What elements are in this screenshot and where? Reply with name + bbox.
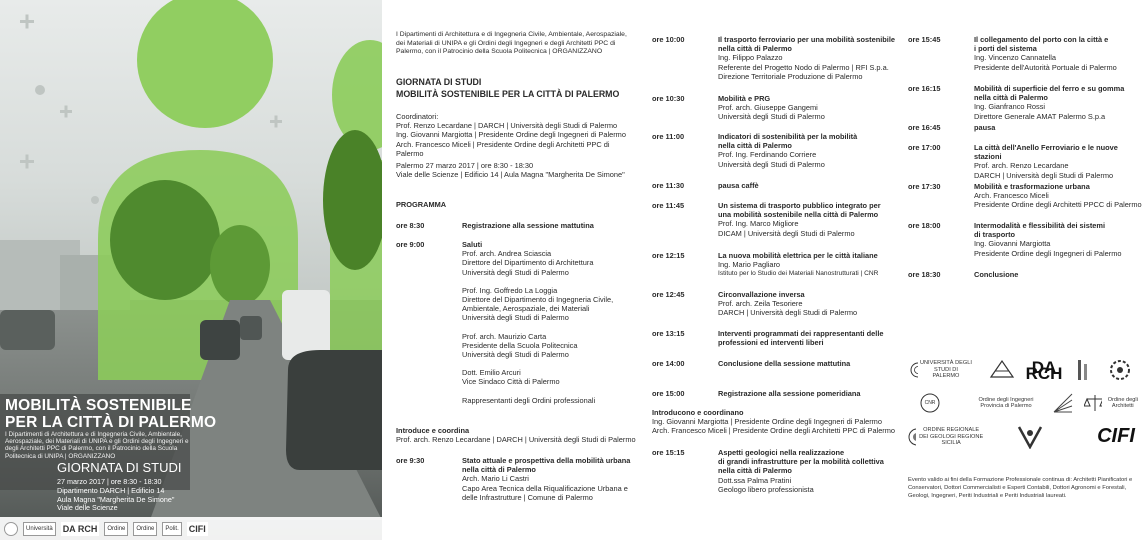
entry-line: Ing. Vincenzo Cannatella bbox=[974, 53, 1057, 63]
engineer-emblem-icon bbox=[987, 357, 1017, 383]
introducono-line: Arch. Francesco Miceli | Presidente Ordine degli Architetti PPC di Palermo bbox=[652, 426, 896, 436]
entry-line: Ing. Giovanni Margiotta bbox=[974, 239, 1051, 249]
coordinators-label: Coordinatori: bbox=[396, 112, 439, 121]
fan-logo bbox=[1050, 389, 1076, 417]
entry-line: delle Infrastrutture | Comune di Palermo bbox=[462, 492, 593, 502]
entry-line: Prof. Ing. Goffredo La Loggia bbox=[462, 285, 558, 295]
fan-lines-icon bbox=[1052, 392, 1074, 414]
cnr-logo bbox=[910, 389, 950, 417]
entry-line: Arch. Mario Li Castri bbox=[462, 474, 529, 484]
entry-line: Dott.ssa Palma Pratini bbox=[718, 475, 792, 485]
scales-icon bbox=[1084, 393, 1102, 413]
entry-title: Mobilità e PRG bbox=[718, 94, 771, 103]
entry-title: nella città di Palermo bbox=[974, 93, 1048, 103]
event-title: MOBILITÀ SOSTENIBILE PER LA CITTÀ DI PALERMO bbox=[396, 89, 620, 99]
entry-line: Capo Area Tecnica della Riqualificazione Urbana e bbox=[462, 483, 628, 493]
entry-time: ore 17:00 bbox=[908, 143, 941, 152]
entry-line: Ambientale, Aerospaziale, dei Materiali bbox=[462, 304, 590, 314]
entry-title: di grandi infrastrutture per la mobilità collettiva bbox=[718, 457, 884, 467]
introducono-line: Ing. Giovanni Margiotta | Presidente Ordine degli Ingegneri di Palermo bbox=[652, 417, 882, 427]
entry-line: Università degli Studi di Palermo bbox=[718, 112, 825, 122]
entry-line: Prof. arch. Renzo Lecardane bbox=[974, 161, 1069, 171]
entry-time: ore 13:15 bbox=[652, 329, 685, 338]
entry-time: ore 11:30 bbox=[652, 181, 685, 190]
program-column-3 bbox=[908, 0, 1147, 540]
program-heading: PROGRAMMA bbox=[396, 200, 447, 209]
cover-logo: Ordine bbox=[104, 522, 128, 536]
vertical-bars-icon bbox=[1077, 358, 1089, 382]
car bbox=[200, 320, 240, 360]
introducono-block bbox=[652, 408, 900, 436]
geologi-seal-icon bbox=[908, 428, 916, 446]
car bbox=[240, 316, 262, 340]
cover-details bbox=[57, 478, 174, 513]
entry-title: Registrazione alla sessione pomeridiana bbox=[718, 389, 861, 398]
entry-line: Arch. Francesco Miceli bbox=[974, 191, 1049, 201]
cover-street: Viale delle Scienze bbox=[57, 503, 118, 513]
green-circle bbox=[137, 0, 273, 128]
gear-icon bbox=[1107, 357, 1133, 383]
entry-line: Prof. Ing. Marco Migliore bbox=[718, 219, 799, 229]
program-column-2 bbox=[652, 0, 900, 540]
spacer bbox=[462, 359, 642, 368]
entry-title: Indicatori di sostenibilità per la mobilità bbox=[718, 132, 858, 141]
entry-title: Conclusione bbox=[974, 270, 1019, 279]
entry-time: ore 11:45 bbox=[652, 201, 685, 210]
darch-logo: DA RCH bbox=[1025, 357, 1063, 383]
entry-title: La città dell'Anello Ferroviario e le nuove stazioni bbox=[974, 143, 1118, 162]
entry-title: pausa bbox=[974, 123, 996, 132]
entry-time: ore 12:15 bbox=[652, 251, 685, 260]
compass-icon bbox=[1016, 423, 1044, 449]
vertical-logo bbox=[1070, 357, 1096, 383]
cover-giornata: GIORNATA DI STUDI bbox=[57, 460, 182, 475]
entry-title: Circonvallazione inversa bbox=[718, 290, 805, 299]
spacer bbox=[462, 323, 642, 332]
unipa-seal-icon bbox=[910, 362, 918, 378]
entry-time: ore 9:30 bbox=[396, 456, 425, 465]
tree bbox=[110, 180, 220, 300]
car-foreground bbox=[286, 350, 382, 470]
entry-line: Prof. arch. Zeila Tesoriere bbox=[718, 299, 803, 309]
entry-title: nella città di Palermo bbox=[718, 466, 792, 476]
entry-time: ore 18:30 bbox=[908, 270, 941, 279]
entry-title: nella città di Palermo bbox=[462, 465, 536, 475]
cover-title-line2: PER LA CITTÀ DI PALERMO bbox=[5, 414, 217, 431]
entry-time: ore 16:45 bbox=[908, 123, 941, 132]
compass-logo bbox=[1012, 422, 1048, 450]
introduce-line: Prof. arch. Renzo Lecardane | DARCH | Università degli Studi di Palermo bbox=[396, 435, 636, 445]
entry-title: Mobilità di superficie del ferro e su gomma bbox=[974, 84, 1125, 93]
cover-department: Dipartimento DARCH | Edificio 14 bbox=[57, 485, 165, 495]
entry-line: Ing. Mario Pagliaro bbox=[718, 260, 781, 270]
cnr-logo-text: CNR bbox=[924, 399, 936, 406]
entry-line: Presidente Ordine degli Architetti PPCC di Palermo bbox=[974, 200, 1142, 210]
coordinator-line: Arch. Francesco Miceli | Presidente Ordine degli Architetti PPC di Palermo bbox=[396, 139, 610, 158]
entry-line: Direttore del Dipartimento di Ingegneria Civile, bbox=[462, 295, 614, 305]
entry-line: Presidente Ordine degli Ingegneri di Palermo bbox=[974, 248, 1122, 258]
spacer bbox=[462, 277, 642, 286]
entry-line: Geologo libero professionista bbox=[718, 484, 814, 494]
spacer bbox=[462, 387, 642, 396]
entry-line: Prof. arch. Giuseppe Gangemi bbox=[718, 103, 818, 113]
entry-line: DARCH | Università degli Studi di Palermo bbox=[974, 170, 1114, 180]
entry-line: Presidente della Scuola Politecnica bbox=[462, 340, 578, 350]
entry-time: ore 18:00 bbox=[908, 221, 941, 230]
entry-time: ore 15:15 bbox=[652, 448, 685, 457]
entry-line: Direttore del Dipartimento di Architettura bbox=[462, 258, 594, 268]
entry-line: Ing. Filippo Palazzo bbox=[718, 53, 783, 63]
scuola-politecnica-logo bbox=[1104, 355, 1136, 385]
cover-poster bbox=[0, 0, 382, 540]
cover-logo: Università bbox=[23, 522, 56, 536]
entry-title: di trasporto bbox=[974, 230, 1016, 240]
entry-line: Prof. arch. Maurizio Carta bbox=[462, 331, 547, 341]
program-column-1 bbox=[396, 0, 642, 540]
cover-date: 27 marzo 2017 | ore 8:30 - 18:30 bbox=[57, 477, 162, 486]
introduce-label: Introduce e coordina bbox=[396, 426, 470, 435]
entry-line: Presidente dell'Autorità Portuale di Palermo bbox=[974, 62, 1117, 72]
entry-line: Dott. Emilio Arcuri bbox=[462, 368, 521, 378]
entry-title: pausa caffè bbox=[718, 181, 759, 190]
entry-time: ore 8:30 bbox=[396, 221, 425, 230]
entry-time: ore 15:45 bbox=[908, 35, 941, 44]
entry-line: Rappresentanti degli Ordini professionali bbox=[462, 395, 596, 405]
entry-title: nella città di Palermo bbox=[718, 44, 792, 54]
cover-hall: Aula Magna "Margherita De Simone" bbox=[57, 494, 175, 504]
ordine-arch-text: Ordine degli Architetti bbox=[1107, 396, 1138, 409]
entry-title: una mobilità sostenibile nella città di Palermo bbox=[718, 210, 879, 220]
bus bbox=[282, 290, 330, 360]
venue-line: Viale delle Scienze | Edificio 14 | Aula Magna "Margherita De Simone" bbox=[396, 170, 625, 180]
coordinators bbox=[396, 112, 636, 158]
entry-time: ore 17:30 bbox=[908, 182, 941, 191]
ordine-ing-logo: Ordine degli Ingegneri Provincia di Palermo bbox=[978, 396, 1034, 409]
venue-info bbox=[396, 161, 636, 179]
ordine-geologi-logo bbox=[908, 424, 984, 450]
entry-title: professioni ed interventi liberi bbox=[718, 338, 824, 348]
entry-line: Referente del Progetto Nodo di Palermo | RFI S.p.a. bbox=[718, 62, 889, 72]
entry-line: Istituto per lo Studio dei Materiali Nanostrutturati | CNR bbox=[718, 270, 879, 278]
entry-line: Direttore Generale AMAT Palermo S.p.a bbox=[974, 111, 1106, 121]
cover-logo: CIFI bbox=[188, 523, 206, 534]
coordinator-line: Prof. Renzo Lecardane | DARCH | Università degli Studi di Palermo bbox=[396, 121, 618, 131]
entry-line: Università degli Studi di Palermo bbox=[718, 159, 825, 169]
cifi-logo: CIFI bbox=[1097, 424, 1135, 447]
giornata-heading: GIORNATA DI STUDI bbox=[396, 77, 482, 87]
entry-line: Prof. Ing. Ferdinando Corriere bbox=[718, 150, 817, 160]
ordine-geologi-text: ORDINE REGIONALE DEI GEOLOGI REGIONE SICILIA bbox=[919, 427, 984, 447]
entry-time: ore 9:00 bbox=[396, 240, 425, 249]
entry-time: ore 10:30 bbox=[652, 94, 685, 103]
unipa-logo bbox=[910, 357, 972, 383]
unipa-logo-text: UNIVERSITÀ DEGLI STUDI DI PALERMO bbox=[919, 360, 972, 380]
ordine-arch-logo bbox=[1084, 389, 1144, 417]
entry-title: Interventi programmati dei rappresentanti delle bbox=[718, 329, 884, 338]
entry-title: Il trasporto ferroviario per una mobilità sostenibile bbox=[718, 35, 896, 44]
ordine-ing-emblem bbox=[982, 355, 1022, 385]
entry-title: nella città di Palermo bbox=[718, 141, 792, 151]
entry-time: ore 12:45 bbox=[652, 290, 685, 299]
entry-title: Saluti bbox=[462, 240, 483, 249]
entry-line: DARCH | Università degli Studi di Palermo bbox=[718, 308, 858, 318]
car-left bbox=[0, 310, 55, 350]
entry-title: La nuova mobilità elettrica per le città italiane bbox=[718, 251, 878, 260]
entry-time: ore 14:00 bbox=[652, 359, 685, 368]
entry-title: Conclusione della sessione mattutina bbox=[718, 359, 851, 368]
entry-title: Mobilità e trasformazione urbana bbox=[974, 182, 1090, 191]
entry-line: DICAM | Università degli Studi di Palermo bbox=[718, 228, 855, 238]
entry-line: Università degli Studi di Palermo bbox=[462, 267, 569, 277]
entry-time: ore 11:00 bbox=[652, 132, 685, 141]
entry-line: Università degli Studi di Palermo bbox=[462, 350, 569, 360]
tree bbox=[210, 225, 270, 305]
training-credits-note: Evento valido ai fini della Formazione Professionale continua di: Architetti Pianificatori e Conservatori, Dottori Commercialisti e Esperti Contabili, Dottori Agronomi e Forestali, Geologi, Ingegneri, Periti Industriali e Periti Industriali laureati. bbox=[908, 477, 1133, 499]
cover-logo: Polit. bbox=[162, 522, 181, 536]
entry-title: Un sistema di trasporto pubblico integrato per bbox=[718, 201, 881, 210]
entry-title: Registrazione alla sessione mattutina bbox=[462, 221, 594, 230]
entry-time: ore 15:00 bbox=[652, 389, 685, 398]
organizers-intro: I Dipartimenti di Architettura e di Ingegneria Civile, Ambientale, Aerospaziale, dei Materiali di UNIPA e gli Ordini degli Ingegneri e degli Architetti PPC di Palermo, con il Patrocinio della Scuola Politecnica | ORGANIZZANO bbox=[396, 31, 627, 56]
entry-time: ore 10:00 bbox=[652, 35, 685, 44]
cover-logo: Ordine bbox=[133, 522, 157, 536]
entry-title: Stato attuale e prospettiva della mobilità urbana bbox=[462, 456, 631, 465]
cover-subtitle: I Dipartimenti di Architettura e di Ingegneria Civile, Ambientale, Aerospaziale, dei Materiali di UNIPA e gli Ordini degli Ingegneri e degli Architetti PPC di Palermo, con il Patrocinio della Scuola Politecnica di UNIPA | ORGANIZZANO bbox=[5, 431, 189, 460]
cover-title: MOBILITÀ SOSTENIBILE bbox=[5, 397, 192, 414]
entry-line: Università degli Studi di Palermo bbox=[462, 313, 569, 323]
entry-title: i porti del sistema bbox=[974, 44, 1037, 54]
cover-logo-strip bbox=[0, 517, 382, 540]
entry-line: Prof. arch. Andrea Sciascia bbox=[462, 249, 552, 259]
introducono-label: Introducono e coordinano bbox=[652, 408, 744, 417]
cover-logo: DA RCH bbox=[62, 523, 98, 534]
entry-time: ore 16:15 bbox=[908, 84, 941, 93]
entry-title: Aspetti geologici nella realizzazione bbox=[718, 448, 845, 457]
entry-title: Il collegamento del porto con la città e bbox=[974, 35, 1109, 44]
coordinator-line: Ing. Giovanni Margiotta | Presidente Ordine degli Ingegneri di Palermo bbox=[396, 130, 626, 140]
venue-line: Palermo 27 marzo 2017 | ore 8:30 - 18:30 bbox=[396, 161, 534, 170]
entry-title: Intermodalità e flessibilità dei sistemi bbox=[974, 221, 1106, 230]
entry-line: Direzione Territoriale Produzione di Palermo bbox=[718, 71, 863, 81]
entry-line: Ing. Gianfranco Rossi bbox=[974, 102, 1046, 112]
entry-line: Vice Sindaco Città di Palermo bbox=[462, 377, 560, 387]
unipa-seal-icon bbox=[4, 522, 18, 536]
introduce-block bbox=[396, 426, 636, 444]
